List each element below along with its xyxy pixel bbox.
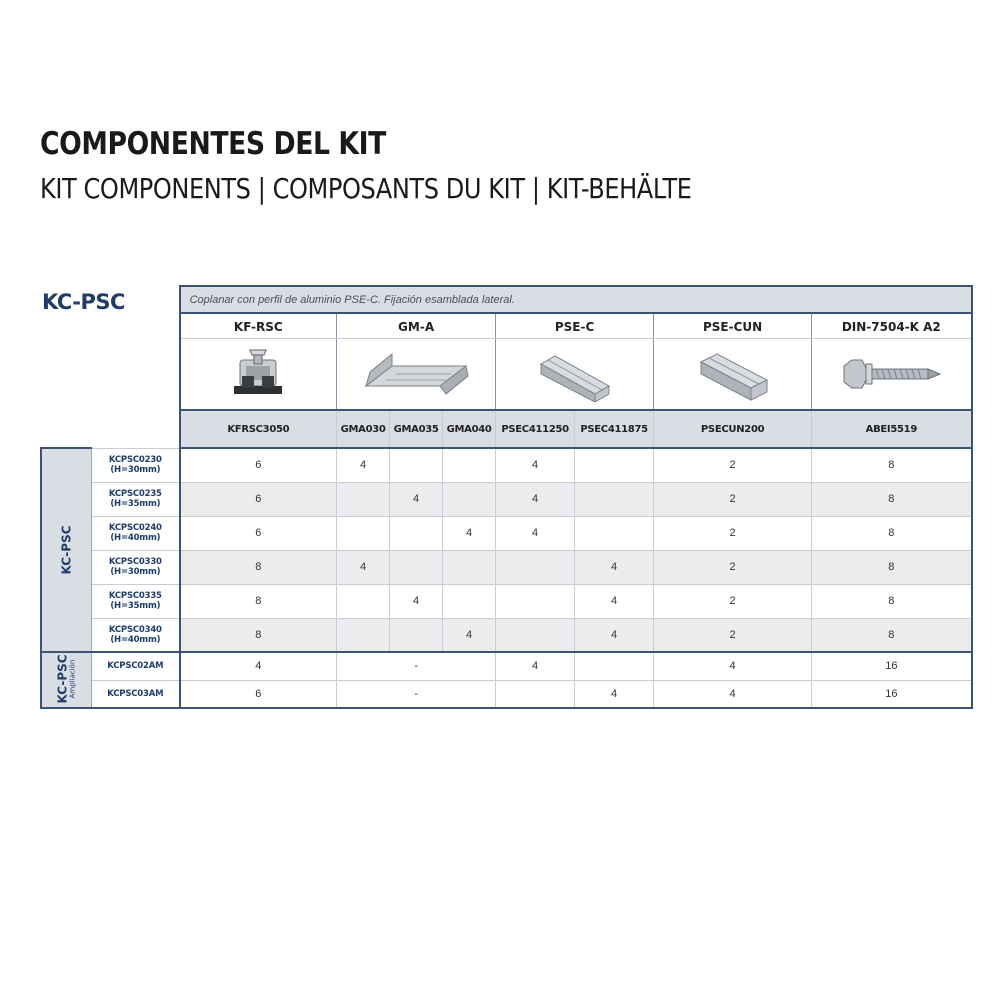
kit-code-cell: KCPSC0240 (H=40mm): [92, 516, 180, 550]
din-7504-k-screw-image: [812, 339, 972, 411]
kit-code-cell: KCPSC0335 (H=35mm): [92, 584, 180, 618]
qty-abei5519: 8: [812, 516, 972, 550]
qty-psec411875: [575, 448, 654, 482]
qty-psec411250: 4: [496, 448, 575, 482]
qty-gma030: [337, 584, 390, 618]
group-kc-psc-ampliacion: KC-PSC Ampliación: [41, 652, 92, 708]
ref-gma035: GMA035: [390, 410, 443, 448]
ref-kfrsc3050: KFRSC3050: [180, 410, 337, 448]
kit-description: Coplanar con perfil de aluminio PSE-C. Fijación esamblada lateral.: [180, 286, 972, 313]
kf-rsc-clamp-image: [180, 339, 337, 411]
table-row: [41, 516, 972, 550]
table-row: [41, 680, 972, 708]
kit-code-cell: KCPSC03AM: [92, 680, 180, 708]
kit-code-cell: KCPSC0235 (H=35mm): [92, 482, 180, 516]
ref-gma040: GMA040: [443, 410, 496, 448]
qty-gma: -: [337, 680, 496, 708]
qty-gma035: 4: [390, 482, 443, 516]
qty-gma030: 4: [337, 550, 390, 584]
ref-psec411250: PSEC411250: [496, 410, 575, 448]
qty-psec411250: 4: [496, 516, 575, 550]
qty-psec411250: [496, 584, 575, 618]
qty-psec411250: 4: [496, 652, 575, 680]
family-gm-a: GM-A: [337, 313, 496, 339]
table-row: [41, 652, 972, 680]
qty-kfrsc: 6: [180, 516, 337, 550]
kit-code-cell: KCPSC0340 (H=40mm): [92, 618, 180, 652]
qty-gma035: [390, 516, 443, 550]
qty-gma: -: [337, 652, 496, 680]
qty-psec411250: 4: [496, 482, 575, 516]
qty-psec411250: [496, 550, 575, 584]
qty-gma030: [337, 516, 390, 550]
qty-kfrsc: 4: [180, 652, 337, 680]
qty-gma035: [390, 448, 443, 482]
family-din-7504-k: DIN-7504-K A2: [812, 313, 972, 339]
qty-gma040: [443, 550, 496, 584]
qty-psecun200: 2: [654, 618, 812, 652]
qty-kfrsc: 6: [180, 680, 337, 708]
qty-gma035: [390, 618, 443, 652]
qty-gma035: 4: [390, 584, 443, 618]
qty-psec411250: [496, 618, 575, 652]
qty-abei5519: 8: [812, 550, 972, 584]
qty-abei5519: 16: [812, 680, 972, 708]
qty-kfrsc: 8: [180, 618, 337, 652]
qty-kfrsc: 6: [180, 448, 337, 482]
qty-psecun200: 2: [654, 584, 812, 618]
qty-psecun200: 2: [654, 516, 812, 550]
ref-psecun200: PSECUN200: [654, 410, 812, 448]
page-subtitle: KIT COMPONENTS | COMPOSANTS DU KIT | KIT-BEHÄLTE: [40, 172, 692, 205]
qty-gma040: [443, 482, 496, 516]
qty-gma030: [337, 618, 390, 652]
ref-gma030: GMA030: [337, 410, 390, 448]
qty-abei5519: 8: [812, 448, 972, 482]
qty-psec411875: [575, 516, 654, 550]
table-row: [41, 550, 972, 584]
table-row: [41, 482, 972, 516]
pse-cun-rail-image: [654, 339, 812, 411]
table-row: [41, 618, 972, 652]
ref-psec411875: PSEC411875: [575, 410, 654, 448]
qty-psec411875: 4: [575, 584, 654, 618]
qty-gma040: [443, 448, 496, 482]
qty-kfrsc: 6: [180, 482, 337, 516]
kit-code-cell: KCPSC0230 (H=30mm): [92, 448, 180, 482]
qty-gma030: [337, 482, 390, 516]
qty-gma040: 4: [443, 516, 496, 550]
family-pse-cun: PSE-CUN: [654, 313, 812, 339]
family-kf-rsc: KF-RSC: [180, 313, 337, 339]
qty-gma040: 4: [443, 618, 496, 652]
qty-psecun200: 2: [654, 482, 812, 516]
qty-psecun200: 4: [654, 652, 812, 680]
qty-abei5519: 8: [812, 618, 972, 652]
pse-c-rail-image: [496, 339, 654, 411]
kit-components-table: [40, 285, 973, 709]
qty-psec411875: 4: [575, 680, 654, 708]
gm-a-profile-image: [337, 339, 496, 411]
qty-kfrsc: 8: [180, 584, 337, 618]
page-title: COMPONENTES DEL KIT: [40, 126, 386, 162]
qty-psec411875: 4: [575, 550, 654, 584]
qty-gma040: [443, 584, 496, 618]
qty-abei5519: 8: [812, 482, 972, 516]
group-kc-psc: KC-PSC: [41, 448, 92, 652]
qty-abei5519: 8: [812, 584, 972, 618]
qty-gma035: [390, 550, 443, 584]
kit-code-cell: KCPSC0330 (H=30mm): [92, 550, 180, 584]
kit-code-label: KC-PSC: [42, 290, 125, 314]
ref-abei5519: ABEI5519: [812, 410, 972, 448]
table-row: [41, 584, 972, 618]
table-row: [41, 448, 972, 482]
qty-psec411875: [575, 482, 654, 516]
qty-psec411250: [496, 680, 575, 708]
qty-kfrsc: 8: [180, 550, 337, 584]
qty-psecun200: 2: [654, 550, 812, 584]
qty-gma030: 4: [337, 448, 390, 482]
qty-psecun200: 2: [654, 448, 812, 482]
qty-abei5519: 16: [812, 652, 972, 680]
qty-psec411875: [575, 652, 654, 680]
qty-psecun200: 4: [654, 680, 812, 708]
kit-code-cell: KCPSC02AM: [92, 652, 180, 680]
family-pse-c: PSE-C: [496, 313, 654, 339]
qty-psec411875: 4: [575, 618, 654, 652]
